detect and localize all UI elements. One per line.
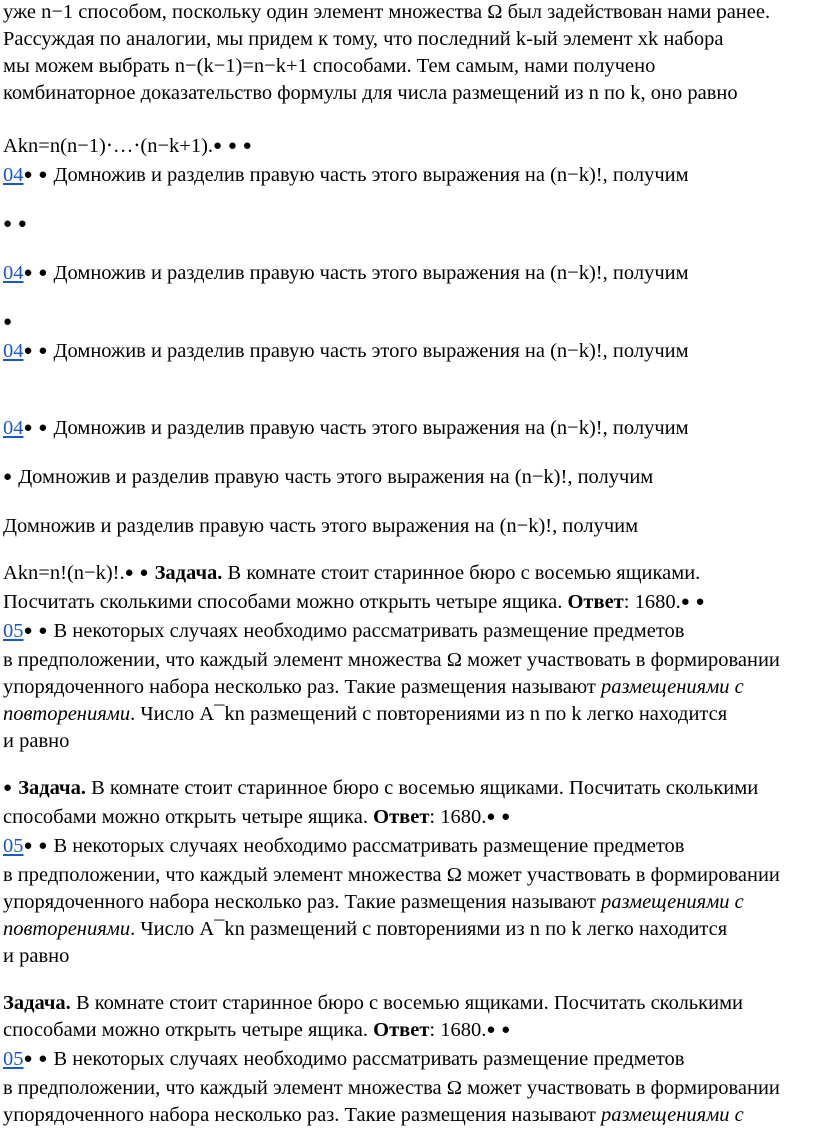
- paragraph-line: комбинаторное доказательство формулы для числа размещений из n по k, оно равно: [3, 82, 738, 104]
- task-line: [3, 589, 816, 618]
- term-italic: повторениями: [3, 703, 131, 725]
- bullet-marks: ● ●: [23, 420, 49, 436]
- slide-text-line: в предположении, что каждый элемент множества Ω может участвовать в формировании: [3, 1077, 780, 1099]
- answer-value: : 1680.: [429, 1019, 487, 1041]
- bullet-marks: ● ●: [23, 1051, 49, 1067]
- term-italic: повторениями: [3, 918, 131, 940]
- bullet-marks: ● ●: [3, 216, 28, 232]
- bullet-marks: ● ●: [23, 265, 49, 281]
- task-text: способами можно открыть четыре ящика.: [3, 806, 374, 828]
- answer-label: Ответ: [373, 1019, 430, 1041]
- bullet-text-line: [3, 464, 816, 493]
- slide-link-04[interactable]: 04: [3, 417, 24, 439]
- formula-placements: Akn=n(n−1)⋅…⋅(n−k+1).: [3, 135, 214, 157]
- slide-text: упорядоченного набора несколько раз. Такие размещения называют: [3, 1104, 601, 1126]
- text-line: Домножив и разделив правую часть этого выражения на (n−k)!, получим: [3, 515, 639, 537]
- slide-line: [3, 260, 816, 289]
- answer-label: Ответ: [373, 806, 430, 828]
- slide-text-line: [3, 701, 816, 728]
- slide-text-line: [3, 674, 816, 701]
- slide-text: В некоторых случаях необходимо рассматривать размещение предметов: [48, 835, 685, 857]
- slide-text: Домножив и разделив правую часть этого выражения на (n−k)!, получим: [53, 262, 689, 284]
- slide-line: [3, 338, 816, 367]
- task-line: [3, 1017, 816, 1046]
- paragraph-line: мы можем выбрать n−(k−1)=n−k+1 способами. Тем самым, нами получено: [3, 55, 656, 77]
- slide-link-04[interactable]: 04: [3, 340, 24, 362]
- task-text: Посчитать сколькими способами можно открыть четыре ящика.: [3, 591, 568, 613]
- task-text: В комнате стоит старинное бюро с восемью ящиками.: [222, 562, 701, 584]
- formula-task-line: [3, 560, 816, 589]
- slide-link-05[interactable]: 05: [3, 835, 24, 857]
- task-line: [3, 775, 816, 804]
- term-italic: размещениями с: [601, 676, 744, 698]
- bullet-marks: ●: [3, 314, 14, 330]
- paragraph-line: уже n−1 способом, поскольку один элемент множества Ω был задействован нами ранее.: [3, 1, 771, 23]
- task-label: Задача.: [3, 992, 71, 1014]
- paragraph-line: Рассуждая по аналогии, мы придем к тому, что последний k-ый элемент xk набора: [3, 28, 724, 50]
- term-italic: размещениями с: [601, 1104, 744, 1126]
- slide-line: [3, 162, 816, 191]
- slide-text-line: [3, 1102, 816, 1129]
- slide-line: [3, 415, 816, 444]
- answer-value: : 1680.: [429, 806, 487, 828]
- task-label: Задача.: [154, 562, 223, 584]
- bullet-line: [3, 211, 816, 240]
- slide-text: Домножив и разделив правую часть этого выражения на (n−k)!, получим: [53, 164, 689, 186]
- slide-line: [3, 1046, 816, 1075]
- bullet-marks: ● ●: [23, 838, 49, 854]
- slide-text: упорядоченного набора несколько раз. Такие размещения называют: [3, 891, 601, 913]
- answer-label: Ответ: [567, 591, 624, 613]
- slide-text: В некоторых случаях необходимо рассматривать размещение предметов: [48, 1048, 685, 1070]
- bullet-marks: ● ● ●: [213, 138, 253, 154]
- slide-text: упорядоченного набора несколько раз. Такие размещения называют: [3, 676, 601, 698]
- bullet-line: [3, 309, 816, 338]
- bullet-marks: ● ●: [680, 594, 706, 610]
- slide-text-line: в предположении, что каждый элемент множества Ω может участвовать в формировании: [3, 649, 780, 671]
- slide-text-line: и равно: [3, 730, 70, 752]
- slide-link-05[interactable]: 05: [3, 1048, 24, 1070]
- task-text: В комнате стоит старинное бюро с восемью ящиками. Посчитать сколькими: [86, 777, 759, 799]
- slide-text-line: [3, 916, 816, 943]
- bullet-marks: ●: [3, 780, 14, 796]
- slide-link-04[interactable]: 04: [3, 262, 24, 284]
- bullet-marks: ● ●: [23, 167, 49, 183]
- slide-text: Домножив и разделив правую часть этого выражения на (n−k)!, получим: [53, 340, 689, 362]
- task-text: способами можно открыть четыре ящика.: [3, 1019, 374, 1041]
- slide-text: Домножив и разделив правую часть этого выражения на (n−k)!, получим: [18, 466, 654, 488]
- bullet-marks: ● ●: [486, 809, 512, 825]
- task-line: [3, 990, 816, 1017]
- task-line: [3, 804, 816, 833]
- slide-link-04[interactable]: 04: [3, 164, 24, 186]
- formula-line: [3, 133, 816, 162]
- bullet-marks: ●: [3, 469, 14, 485]
- slide-text-line: и равно: [3, 945, 70, 967]
- slide-link-05[interactable]: 05: [3, 620, 24, 642]
- slide-text: . Число A¯kn размещений с повторениями из n по k легко находится: [130, 918, 728, 940]
- task-text: В комнате стоит старинное бюро с восемью ящиками. Посчитать сколькими: [70, 992, 744, 1014]
- task-label: Задача.: [18, 777, 86, 799]
- bullet-marks: ● ●: [23, 623, 49, 639]
- slide-line: [3, 618, 816, 647]
- answer-value: : 1680.: [623, 591, 681, 613]
- slide-text-line: в предположении, что каждый элемент множества Ω может участвовать в формировании: [3, 864, 780, 886]
- slide-text: . Число A¯kn размещений с повторениями из n по k легко находится: [130, 703, 728, 725]
- bullet-marks: ● ●: [23, 343, 49, 359]
- formula-factorial: Akn=n!(n−k)!.: [3, 562, 125, 584]
- slide-text-line: [3, 889, 816, 916]
- slide-text: В некоторых случаях необходимо рассматривать размещение предметов: [48, 620, 685, 642]
- slide-text: Домножив и разделив правую часть этого выражения на (n−k)!, получим: [53, 417, 689, 439]
- term-italic: размещениями с: [601, 891, 744, 913]
- bullet-marks: ● ●: [124, 565, 150, 581]
- slide-line: [3, 833, 816, 862]
- bullet-marks: ● ●: [486, 1022, 512, 1038]
